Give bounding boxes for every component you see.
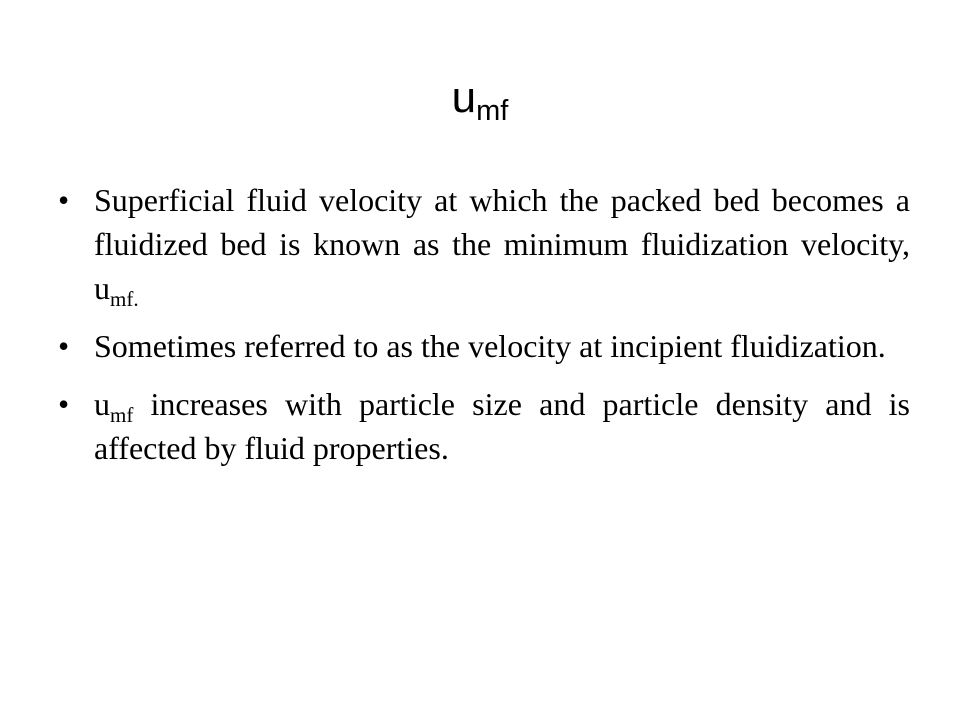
- bullet-text: increases with particle size and particle density and is affected by fluid properties.: [94, 386, 910, 466]
- bullet-text: Sometimes referred to as the velocity at incipient fluidization.: [94, 328, 886, 364]
- bullet-lead: u: [94, 386, 110, 422]
- bullet-list: [58, 178, 910, 484]
- bullet-subscript: mf.: [110, 287, 139, 311]
- title-text: u: [451, 73, 477, 122]
- bullet-subscript: mf: [110, 403, 134, 427]
- bullet-marker: •: [58, 328, 70, 364]
- bullet-item: [58, 178, 910, 310]
- bullet-item: [58, 324, 910, 368]
- bullet-text: Superficial fluid velocity at which the packed bed becomes a fluidized bed is known as the minimum fluidization velocity, u: [94, 182, 910, 306]
- bullet-item: [58, 382, 910, 470]
- bullet-marker: •: [58, 386, 70, 422]
- slide-title: [0, 68, 960, 128]
- title-subscript: mf: [476, 95, 509, 127]
- bullet-marker: •: [58, 182, 70, 218]
